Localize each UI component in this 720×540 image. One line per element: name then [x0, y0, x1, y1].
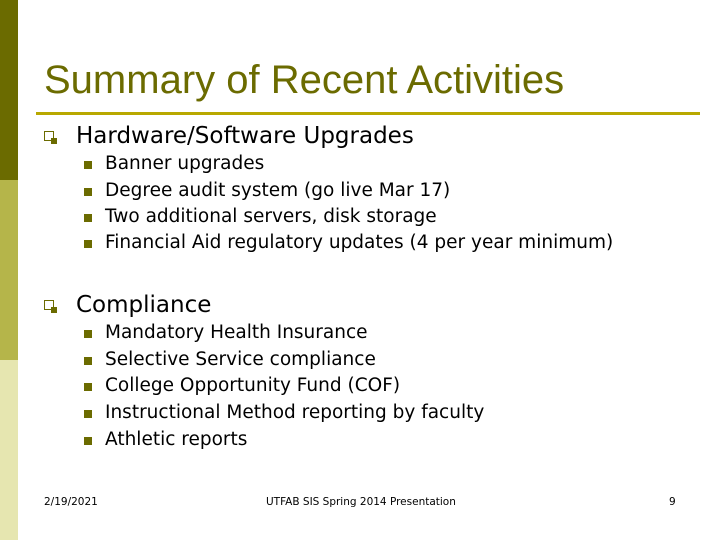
- footer-presentation-title: UTFAB SIS Spring 2014 Presentation: [266, 496, 456, 508]
- filled-square-bullet-icon: [84, 161, 92, 169]
- accent-bar-segment-mid: [0, 180, 18, 360]
- filled-square-bullet-icon: [84, 357, 92, 365]
- list-item-label: Banner upgrades: [105, 153, 265, 174]
- filled-square-bullet-icon: [84, 214, 92, 222]
- list-item-label: Instructional Method reporting by faculty: [105, 402, 485, 423]
- left-accent-bar: [0, 0, 18, 540]
- section-heading-label: Compliance: [76, 292, 212, 318]
- list-item-label: Degree audit system (go live Mar 17): [105, 180, 451, 201]
- filled-square-bullet-icon: [84, 330, 92, 338]
- filled-square-bullet-icon: [84, 437, 92, 445]
- filled-square-bullet-icon: [84, 240, 92, 248]
- square-bullet-icon: [44, 300, 54, 310]
- list-item-label: Two additional servers, disk storage: [105, 206, 437, 227]
- list-item-label: Financial Aid regulatory updates (4 per year minimum): [105, 232, 614, 253]
- title-underline: [36, 112, 700, 115]
- square-bullet-icon: [44, 131, 54, 141]
- list-item-label: Mandatory Health Insurance: [105, 322, 368, 343]
- list-item-label: Athletic reports: [105, 429, 248, 450]
- slide-title: Summary of Recent Activities: [44, 58, 565, 102]
- footer-page-number: 9: [669, 496, 676, 508]
- filled-square-bullet-icon: [84, 188, 92, 196]
- accent-bar-segment-dark: [0, 0, 18, 180]
- filled-square-bullet-icon: [84, 383, 92, 391]
- footer-date: 2/19/2021: [44, 496, 98, 508]
- list-item-label: College Opportunity Fund (COF): [105, 375, 401, 396]
- section-heading-label: Hardware/Software Upgrades: [76, 123, 414, 149]
- accent-bar-segment-light: [0, 360, 18, 540]
- filled-square-bullet-icon: [84, 410, 92, 418]
- list-item-label: Selective Service compliance: [105, 349, 376, 370]
